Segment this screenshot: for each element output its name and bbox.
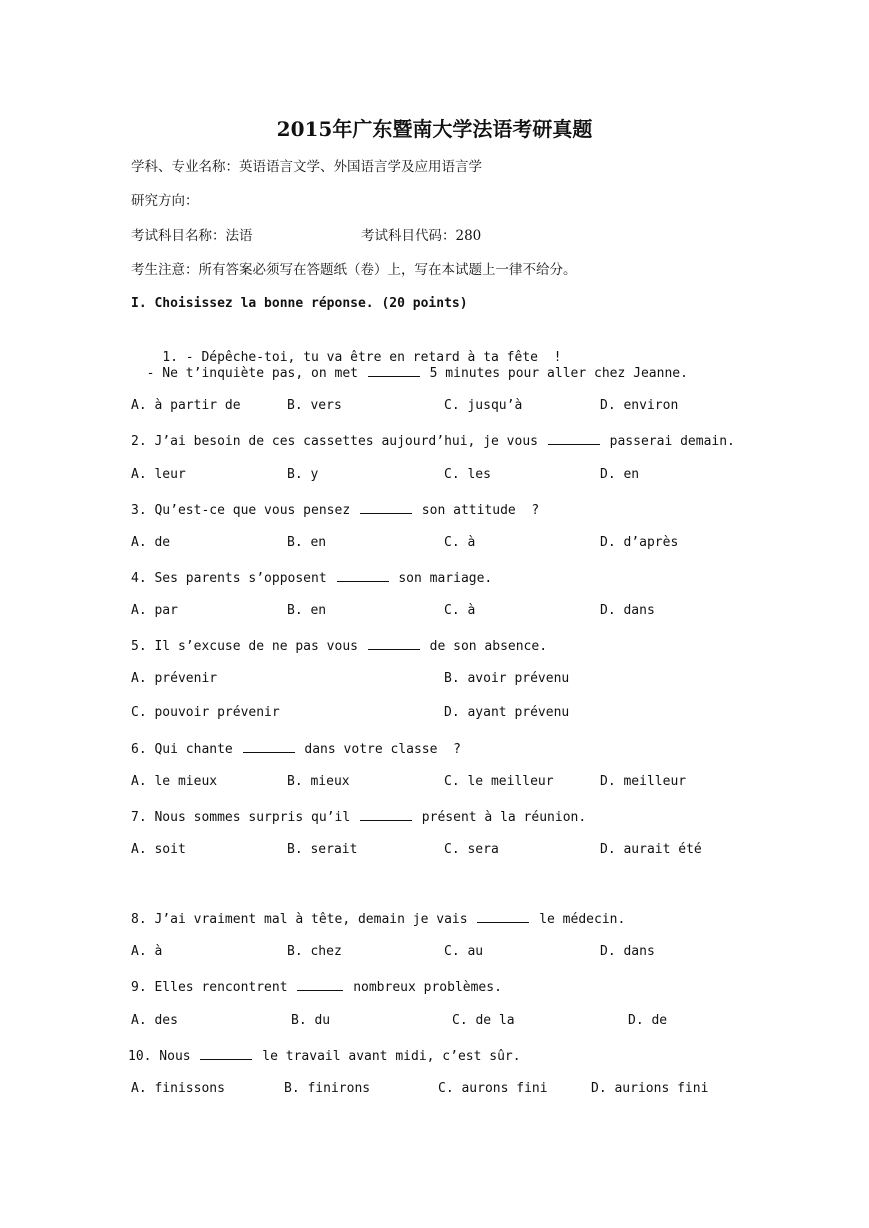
option-a: A. à: [131, 944, 163, 959]
option-b: B. finirons: [284, 1081, 371, 1096]
option-b: B. vers: [287, 398, 342, 413]
option-a: A. de: [131, 535, 171, 550]
option-d: D. dans: [600, 944, 655, 959]
option-b: B. en: [287, 535, 327, 550]
option-c: C. pouvoir prévenir: [131, 705, 280, 720]
question-text: 5 minutes pour aller chez Jeanne.: [421, 366, 688, 381]
question-text: 3. Qu’est-ce que vous pensez: [131, 503, 358, 518]
option-a: A. leur: [131, 467, 186, 482]
option-a: A. à partir de: [131, 398, 241, 413]
option-c: C. aurons fini: [438, 1081, 548, 1096]
question-1-reply: [131, 362, 688, 384]
section-heading: I. Choisissez la bonne réponse. (20 points): [131, 296, 468, 311]
option-d: D. ayant prévenu: [444, 705, 570, 720]
question-5: [131, 635, 547, 657]
answer-blank: [548, 430, 600, 445]
option-c: C. les: [444, 467, 491, 482]
option-c: C. jusqu’à: [444, 398, 523, 413]
answer-blank: [477, 908, 529, 923]
answer-blank: [297, 976, 343, 991]
option-b: B. avoir prévenu: [444, 671, 570, 686]
question-2: [131, 430, 735, 452]
option-d: D. meilleur: [600, 774, 687, 789]
question-text: nombreux problèmes.: [345, 980, 502, 995]
answer-blank: [368, 635, 420, 650]
question-text: son attitude ?: [413, 503, 540, 518]
subject-line: 学科、专业名称：英语语言文学、外国语言学及应用语言学: [131, 159, 482, 175]
option-a: A. prévenir: [131, 671, 218, 686]
answer-blank: [360, 806, 412, 821]
question-10: [128, 1045, 521, 1067]
answer-blank: [243, 738, 295, 753]
question-text: 4. Ses parents s’opposent: [131, 571, 335, 586]
option-d: D. aurions fini: [591, 1081, 709, 1096]
question-text: 6. Qui chante: [131, 742, 241, 757]
question-text: 5. Il s’excuse de ne pas vous: [131, 639, 366, 654]
question-text: 2. J’ai besoin de ces cassettes aujourd’hui, je vous: [131, 434, 546, 449]
notice-line: 考生注意：所有答案必须写在答题纸（卷）上，写在本试题上一律不给分。: [131, 262, 577, 278]
option-d: D. en: [600, 467, 640, 482]
direction-line: 研究方向：: [131, 193, 199, 209]
answer-blank: [200, 1045, 252, 1060]
option-c: C. au: [444, 944, 484, 959]
question-text: - Ne t’inquiète pas, on met: [131, 366, 366, 381]
option-b: B. chez: [287, 944, 342, 959]
option-d: D. environ: [600, 398, 679, 413]
page-title: 2015年广东暨南大学法语考研真题: [276, 117, 593, 141]
exam-name: 考试科目名称：法语: [131, 228, 253, 244]
question-text: 8. J’ai vraiment mal à tête, demain je vais: [131, 912, 476, 927]
question-3: [131, 499, 539, 521]
option-c: C. à: [444, 535, 476, 550]
question-text: 1. - Dépêche-toi, tu va être en retard à ta fête !: [162, 350, 562, 365]
option-a: A. soit: [131, 842, 186, 857]
question-text: dans votre classe ?: [296, 742, 461, 757]
option-c: C. sera: [444, 842, 499, 857]
question-7: [131, 806, 586, 828]
answer-blank: [337, 567, 389, 582]
question-text: de son absence.: [421, 639, 548, 654]
option-a: A. le mieux: [131, 774, 218, 789]
option-b: B. serait: [287, 842, 358, 857]
option-b: B. du: [291, 1013, 331, 1028]
option-c: C. de la: [452, 1013, 515, 1028]
option-d: D. dans: [600, 603, 655, 618]
question-text: présent à la réunion.: [413, 810, 587, 825]
question-text: 9. Elles rencontrent: [131, 980, 296, 995]
option-b: B. y: [287, 467, 319, 482]
option-c: C. le meilleur: [444, 774, 554, 789]
question-text: 10. Nous: [128, 1049, 199, 1064]
question-9: [131, 976, 502, 998]
option-a: A. des: [131, 1013, 178, 1028]
answer-blank: [360, 499, 412, 514]
question-6: [131, 738, 461, 760]
question-text: 7. Nous sommes surpris qu’il: [131, 810, 358, 825]
question-8: [131, 908, 625, 930]
option-a: A. par: [131, 603, 178, 618]
question-text: son mariage.: [390, 571, 493, 586]
question-text: le médecin.: [531, 912, 626, 927]
option-b: B. en: [287, 603, 327, 618]
question-text: le travail avant midi, c’est sûr.: [254, 1049, 521, 1064]
question-text: passerai demain.: [601, 434, 735, 449]
option-a: A. finissons: [131, 1081, 225, 1096]
question-4: [131, 567, 492, 589]
exam-code: 考试科目代码：280: [361, 228, 482, 244]
answer-blank: [368, 362, 420, 377]
option-d: D. d’après: [600, 535, 679, 550]
option-d: D. aurait été: [600, 842, 702, 857]
option-b: B. mieux: [287, 774, 350, 789]
option-d: D. de: [628, 1013, 668, 1028]
option-c: C. à: [444, 603, 476, 618]
